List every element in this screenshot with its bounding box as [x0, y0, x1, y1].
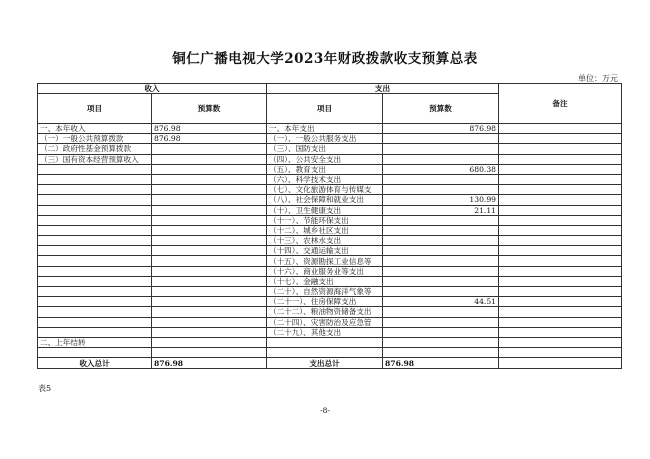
page-number: -8-: [320, 406, 330, 415]
expense-item-cell: （一）、一般公共服务支出: [267, 134, 383, 144]
unit-label: 单位：万元: [578, 74, 618, 83]
expense-item-cell: （二十四）、灾害防治及应急管: [267, 317, 383, 327]
expense-header: 支出: [267, 84, 499, 94]
table-row: [38, 174, 622, 184]
table-row: [38, 337, 622, 347]
table-row: [38, 317, 622, 327]
expense-item-header: 项目: [267, 94, 383, 124]
remark-cell: [499, 215, 622, 225]
table-row: [38, 124, 622, 134]
table-row: [38, 256, 622, 266]
page-title: 铜仁广播电视大学2023年财政拨款收支预算总表: [172, 51, 478, 67]
remark-cell: [499, 134, 622, 144]
remark-cell: [499, 205, 622, 215]
remark-cell: [499, 348, 622, 358]
expense-item-cell: （三）、国防支出: [267, 144, 383, 154]
income-value-cell: [152, 266, 267, 276]
income-item-cell: [38, 174, 152, 184]
income-item-cell: （三）国有资本经营预算收入: [38, 154, 152, 164]
expense-value-cell: [383, 317, 499, 327]
table-row: [38, 134, 622, 144]
remark-cell: [499, 195, 622, 205]
expense-value-cell: [383, 246, 499, 256]
expense-value-cell: 21.11: [383, 205, 499, 215]
remark-cell: [499, 174, 622, 184]
table-row: [38, 246, 622, 256]
remark-cell: [499, 287, 622, 297]
expense-item-cell: （二十九）、其他支出: [267, 327, 383, 337]
table-body: [38, 124, 622, 358]
income-item-cell: [38, 276, 152, 286]
table-row: [38, 327, 622, 337]
table-row: [38, 348, 622, 358]
table-row: [38, 215, 622, 225]
income-value-cell: [152, 337, 267, 347]
remark-cell: [499, 276, 622, 286]
income-header: 收入: [38, 84, 267, 94]
table-note: 表5: [38, 384, 52, 393]
expense-value-cell: [383, 225, 499, 235]
income-value-cell: [152, 185, 267, 195]
expense-value-cell: [383, 276, 499, 286]
income-value-cell: [152, 287, 267, 297]
table-row: [38, 144, 622, 154]
income-value-cell: [152, 317, 267, 327]
income-value-cell: [152, 164, 267, 174]
expense-item-cell: （六）、科学技术支出: [267, 174, 383, 184]
expense-value-cell: [383, 185, 499, 195]
expense-item-cell: （十）、卫生健康支出: [267, 205, 383, 215]
income-value-cell: [152, 215, 267, 225]
expense-value-cell: 876.98: [383, 124, 499, 134]
income-value-cell: [152, 144, 267, 154]
expense-value-cell: [383, 307, 499, 317]
remark-cell: [499, 124, 622, 134]
expense-budget-header: 预算数: [383, 94, 499, 124]
expense-item-cell: （十一）、节能环保支出: [267, 215, 383, 225]
income-item-cell: [38, 307, 152, 317]
income-item-cell: （一）一般公共预算拨款: [38, 134, 152, 144]
expense-item-cell: （十三）、农林水支出: [267, 236, 383, 246]
income-value-cell: [152, 205, 267, 215]
income-total-label: 收入总计: [38, 358, 152, 369]
income-item-cell: [38, 205, 152, 215]
expense-value-cell: [383, 134, 499, 144]
income-item-cell: [38, 225, 152, 235]
remark-cell: [499, 246, 622, 256]
table-row: [38, 154, 622, 164]
table-row: [38, 185, 622, 195]
remark-cell: [499, 297, 622, 307]
income-item-header: 项目: [38, 94, 152, 124]
remark-cell: [499, 256, 622, 266]
expense-value-cell: [383, 154, 499, 164]
table-row: [38, 164, 622, 174]
expense-item-cell: （八）、社会保障和就业支出: [267, 195, 383, 205]
table-row: [38, 225, 622, 235]
expense-item-cell: （十四）、交通运输支出: [267, 246, 383, 256]
income-item-cell: 一、本年收入: [38, 124, 152, 134]
remark-cell: [499, 225, 622, 235]
table-row: [38, 195, 622, 205]
expense-value-cell: [383, 266, 499, 276]
income-value-cell: [152, 297, 267, 307]
remark-cell: [499, 164, 622, 174]
expense-total-label: 支出总计: [267, 358, 383, 369]
income-value-cell: [152, 225, 267, 235]
remark-cell: [499, 185, 622, 195]
remark-cell: [499, 358, 622, 369]
income-value-cell: [152, 348, 267, 358]
income-total-value: 876.98: [152, 358, 267, 369]
income-value-cell: [152, 246, 267, 256]
expense-value-cell: [383, 256, 499, 266]
table-row: [38, 276, 622, 286]
income-value-cell: [152, 327, 267, 337]
expense-value-cell: [383, 174, 499, 184]
income-value-cell: [152, 174, 267, 184]
budget-table: [37, 83, 622, 369]
expense-item-cell: （七）、文化旅游体育与传媒支: [267, 185, 383, 195]
remark-cell: [499, 266, 622, 276]
table-row: [38, 297, 622, 307]
table-row: [38, 307, 622, 317]
expense-value-cell: 680.38: [383, 164, 499, 174]
remark-cell: [499, 317, 622, 327]
income-item-cell: [38, 327, 152, 337]
income-budget-header: 预算数: [152, 94, 267, 124]
expense-value-cell: [383, 215, 499, 225]
expense-item-cell: （五）、教育支出: [267, 164, 383, 174]
income-value-cell: [152, 256, 267, 266]
expense-item-cell: [267, 337, 383, 347]
remark-cell: [499, 327, 622, 337]
income-value-cell: [152, 236, 267, 246]
expense-item-cell: （十六）、商业服务业等支出: [267, 266, 383, 276]
income-value-cell: [152, 154, 267, 164]
expense-item-cell: （十七）、金融支出: [267, 276, 383, 286]
income-item-cell: [38, 195, 152, 205]
expense-item-cell: （四）、公共安全支出: [267, 154, 383, 164]
expense-value-cell: [383, 287, 499, 297]
table-row: [38, 205, 622, 215]
income-item-cell: [38, 185, 152, 195]
expense-value-cell: [383, 337, 499, 347]
remark-header: 备注: [499, 84, 622, 124]
income-item-cell: 二、上年结转: [38, 337, 152, 347]
table-row: [38, 266, 622, 276]
expense-item-cell: [267, 348, 383, 358]
income-item-cell: [38, 297, 152, 307]
income-item-cell: [38, 348, 152, 358]
expense-value-cell: 130.99: [383, 195, 499, 205]
income-item-cell: [38, 266, 152, 276]
remark-cell: [499, 337, 622, 347]
table-row: [38, 287, 622, 297]
expense-value-cell: [383, 327, 499, 337]
expense-total-value: 876.98: [383, 358, 499, 369]
income-item-cell: [38, 164, 152, 174]
income-item-cell: [38, 317, 152, 327]
expense-item-cell: （十二）、城乡社区支出: [267, 225, 383, 235]
income-item-cell: （二）政府性基金预算拨款: [38, 144, 152, 154]
expense-value-cell: [383, 348, 499, 358]
table-row: [38, 236, 622, 246]
expense-item-cell: （十五）、资源勘探工业信息等: [267, 256, 383, 266]
income-value-cell: [152, 307, 267, 317]
remark-cell: [499, 154, 622, 164]
expense-value-cell: [383, 144, 499, 154]
income-item-cell: [38, 256, 152, 266]
expense-value-cell: 44.51: [383, 297, 499, 307]
income-value-cell: 876.98: [152, 124, 267, 134]
expense-item-cell: （二十）、自然资源海洋气象等: [267, 287, 383, 297]
remark-cell: [499, 307, 622, 317]
income-item-cell: [38, 215, 152, 225]
remark-cell: [499, 144, 622, 154]
income-value-cell: [152, 276, 267, 286]
income-value-cell: [152, 195, 267, 205]
remark-cell: [499, 236, 622, 246]
income-item-cell: [38, 287, 152, 297]
expense-value-cell: [383, 236, 499, 246]
income-item-cell: [38, 236, 152, 246]
expense-item-cell: （二十二）、粮油物资储备支出: [267, 307, 383, 317]
income-value-cell: 876.98: [152, 134, 267, 144]
totals-row: [38, 358, 622, 369]
expense-item-cell: 一、本年支出: [267, 124, 383, 134]
expense-item-cell: （二十一）、住房保障支出: [267, 297, 383, 307]
income-item-cell: [38, 246, 152, 256]
